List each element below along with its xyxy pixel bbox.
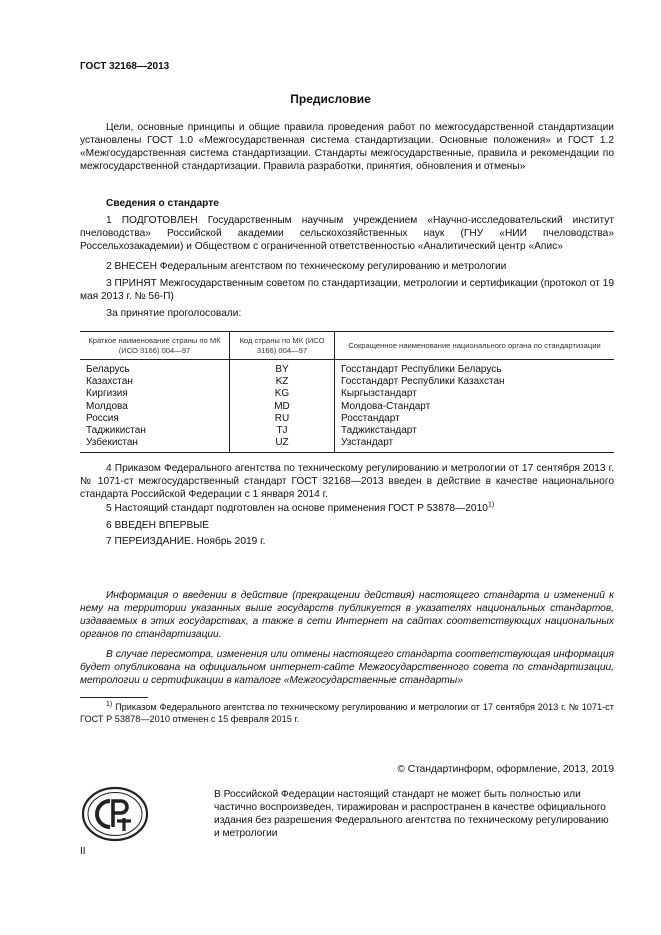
country-cell: Беларусь bbox=[80, 360, 230, 377]
body-cell: Кыргызстандарт bbox=[341, 388, 417, 400]
body-cell: Узстандарт bbox=[341, 437, 394, 449]
page-title: Предисловие bbox=[290, 92, 371, 106]
code-cell: BY bbox=[230, 360, 335, 377]
footnote-text: Приказом Федерального агентства по техническому регулированию и метрологии от 17 сентября 2013 г. № 1071-ст ГОСТ Р 53878—2010 отменен с 15 февраля 2015 г. bbox=[80, 702, 614, 724]
document-header: ГОСТ 32168—2013 bbox=[80, 61, 170, 72]
info-paragraph-2: В случае пересмотра, изменения или отмены настоящего стандарта соответствующая информация будет опубликована на официальном интернет-сайте Межгосударственного совета по стандартизации, метрологии и сертификации в каталоге «Межгосударственные стандарты» bbox=[80, 649, 614, 686]
table-header-row bbox=[80, 332, 614, 360]
body-cell: Молдова-Стандарт bbox=[341, 400, 431, 412]
item-6-paragraph: 6 ВВЕДЕН ВПЕРВЫЕ bbox=[106, 520, 210, 531]
item-3-paragraph: 3 ПРИНЯТ Межгосударственным советом по стандартизации, метрологии и сертификации (протокол от 19 мая 2013 г. № 56-П) bbox=[80, 278, 614, 302]
table-row bbox=[80, 388, 614, 400]
footnote-mark: 1) bbox=[106, 700, 113, 708]
body-cell: Таджикстандарт bbox=[341, 425, 417, 437]
footnote bbox=[80, 701, 614, 725]
code-cell: TJ bbox=[230, 425, 335, 437]
table-row bbox=[80, 376, 614, 388]
code-cell: RU bbox=[230, 413, 335, 425]
body-cell: Росстандарт bbox=[341, 412, 400, 424]
table-row bbox=[80, 401, 614, 413]
table-row bbox=[80, 425, 614, 437]
item-5-paragraph bbox=[80, 502, 614, 515]
item-2-paragraph: 2 ВНЕСЕН Федеральным агентством по техническому регулированию и метрологии bbox=[106, 261, 507, 272]
item-5-text: 5 Настоящий стандарт подготовлен на основе применения ГОСТ Р 53878—2010 bbox=[106, 503, 488, 514]
code-cell: KG bbox=[230, 388, 335, 400]
header-code: Код страны по МК (ИСО 3166) 004—97 bbox=[230, 332, 335, 360]
item-1-paragraph: 1 ПОДГОТОВЛЕН Государственным научным учреждением «Научно-исследовательский институт пчеловодства» Российской академии сельскохозяйственных наук (ГНУ «НИИ пчеловодства» Россельхозакадемии) и Обществом с ограниченной ответственностью «Аналитический центр «Апис» bbox=[80, 215, 614, 252]
table-row bbox=[80, 360, 614, 377]
table-row bbox=[80, 437, 614, 453]
intro-paragraph: Цели, основные принципы и общие правила проведения работ по межгосударственной стандартизации установлены ГОСТ 1.0 «Межгосударственная система стандартизации. Основные положения» и ГОСТ 1.2 «Межгосударственная система стандартизации. Стандарты межгосударственные, правила и рекомендации по межгосударственной стандартизации. Правила разработки, принятия, обновления и отмены» bbox=[80, 122, 614, 172]
item-7-paragraph: 7 ПЕРЕИЗДАНИЕ. Ноябрь 2019 г. bbox=[106, 536, 266, 547]
footnote-divider bbox=[80, 697, 148, 698]
code-cell: MD bbox=[230, 401, 335, 413]
copyright: © Стандартинформ, оформление, 2013, 2019 bbox=[397, 764, 614, 775]
reproduction-notice: В Российской Федерации настоящий стандарт не может быть полностью или частично воспроизведен, тиражирован и распространен в качестве официального издания без разрешения Федерального агентства по техническому регулированию и метрологии bbox=[214, 789, 609, 839]
about-heading: Сведения о стандарте bbox=[106, 198, 219, 209]
code-cell: UZ bbox=[230, 437, 335, 453]
country-cell: Россия bbox=[80, 413, 230, 425]
code-cell: KZ bbox=[230, 376, 335, 388]
country-cell: Узбекистан bbox=[80, 437, 230, 453]
country-cell: Казахстан bbox=[80, 376, 230, 388]
table-row bbox=[80, 413, 614, 425]
rst-certification-logo-icon bbox=[80, 785, 150, 843]
country-cell: Таджикистан bbox=[80, 425, 230, 437]
info-paragraph-1: Информация о введении в действие (прекращении действия) настоящего стандарта и изменений к нему на территории указанных выше государств публикуется в указателях национальных стандартов, издаваемых в этих государствах, а также в сети Интернет на сайтах соответствующих национальных органов по стандартизации. bbox=[80, 590, 614, 640]
item-4-paragraph: 4 Приказом Федерального агентства по техническому регулированию и метрологии от 17 сентября 2013 г. № 1071-ст межгосударственный стандарт ГОСТ 32168—2013 введен в действие в качестве национального стандарта Российской Федерации с 1 января 2014 г. bbox=[80, 463, 614, 500]
page-number: II bbox=[80, 846, 86, 857]
header-country: Краткое наименование страны по МК (ИСО 3166) 004—97 bbox=[80, 332, 230, 360]
body-cell: Госстандарт Республики Казахстан bbox=[341, 376, 505, 388]
country-cell: Молдова bbox=[80, 401, 230, 413]
body-cell: Госстандарт Республики Беларусь bbox=[341, 364, 502, 375]
countries-table bbox=[80, 331, 614, 453]
header-body: Сокращенное наименование национального органа по стандартизации bbox=[335, 332, 615, 360]
country-cell: Киргизия bbox=[80, 388, 230, 400]
voted-label: За принятие проголосовали: bbox=[106, 308, 242, 319]
footnote-ref: 1) bbox=[487, 501, 495, 509]
